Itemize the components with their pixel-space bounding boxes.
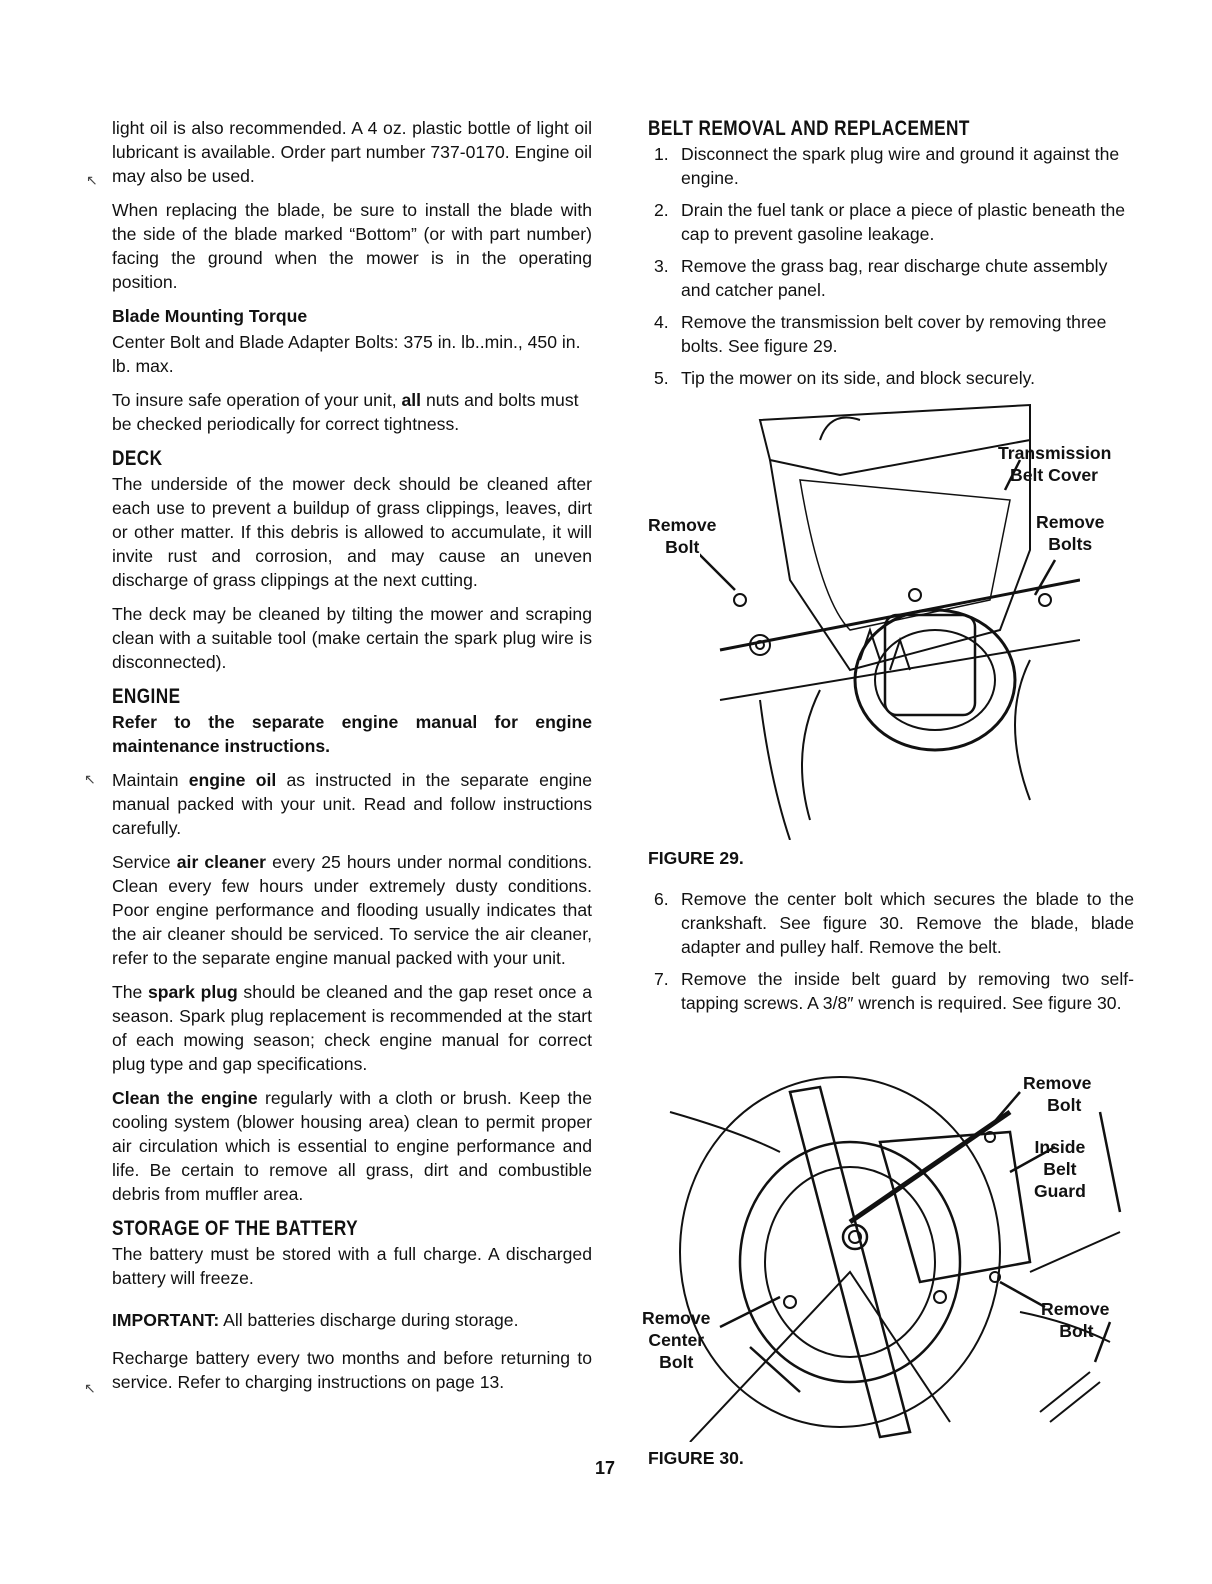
margin-mark: ↖ (84, 771, 96, 787)
right-column (648, 116, 1134, 398)
paragraph-oil: light oil is also recommended. A 4 oz. plastic bottle of light oil lubricant is available. Order part number 737-0170. Engine oil may also be used. (112, 118, 592, 186)
label-remove-bolt-top: Remove Bolt (1023, 1073, 1092, 1115)
engine-heading: ENGINE (112, 685, 181, 708)
margin-mark: ↖ (86, 172, 98, 188)
belt-steps-list-b (648, 887, 1134, 1015)
left-column (112, 116, 592, 1404)
belt-heading: BELT REMOVAL AND REPLACEMENT (648, 117, 970, 140)
label-inside-belt-guard: Inside Belt Guard (1034, 1137, 1086, 1201)
battery-paragraph: The battery must be stored with a full charge. A discharged battery will freeze. (112, 1244, 592, 1288)
recharge-paragraph: Recharge battery every two months and before returning to service. Refer to charging instructions on page 13. (112, 1348, 592, 1392)
list-item: 4. Remove the transmission belt cover by removing three bolts. See figure 29. (654, 312, 1107, 356)
label-remove-bolts: Remove Bolts (1036, 512, 1105, 554)
engine-lead: Refer to the separate engine manual for engine maintenance instructions. (112, 712, 592, 756)
torque-heading: Blade Mounting Torque (112, 306, 308, 326)
air-cleaner-paragraph: Service air cleaner every 25 hours under normal conditions. Clean every few hours under extremely dusty conditions. Poor engine performance and flooding usually indicates that the air cleaner should be serviced. To service the air cleaner, refer to the separate engine manual packed with your unit. (112, 852, 593, 968)
torque-text: Center Bolt and Blade Adapter Bolts: 375 in. lb..min., 450 in. lb. max. (112, 332, 581, 376)
battery-heading: STORAGE OF THE BATTERY (112, 1217, 358, 1240)
margin-mark: ↖ (84, 1380, 96, 1396)
label-transmission-belt-cover: Transmission Belt Cover (998, 443, 1112, 485)
list-item: 7. Remove the inside belt guard by removing two self-tapping screws. A 3/8″ wrench is required. See figure 30. (654, 969, 1134, 1013)
belt-steps-continued (648, 887, 1134, 1023)
spark-plug-paragraph: The spark plug should be cleaned and the gap reset once a season. Spark plug replacement is recommended at the start of each mowing season; check engine manual for correct plug type and gap specifications. (112, 982, 592, 1074)
deck-paragraph-2: The deck may be cleaned by tilting the mower and scraping clean with a suitable tool (make certain the spark plug wire is disconnected). (112, 604, 592, 672)
figure-29-caption: FIGURE 29. (648, 848, 744, 868)
list-item: 3. Remove the grass bag, rear discharge chute assembly and catcher panel. (654, 256, 1108, 300)
paragraph-blade-install: When replacing the blade, be sure to install the blade with the side of the blade marked “Bottom” (or with part number) facing the ground when the mower is in the operating position. (112, 200, 592, 292)
page-number: 17 (595, 1458, 616, 1478)
figure-30-caption: FIGURE 30. (648, 1448, 744, 1468)
label-remove-bolt-right: Remove Bolt (1041, 1299, 1110, 1341)
figure-30-illustration (650, 1072, 1130, 1442)
list-item: 2. Drain the fuel tank or place a piece of plastic beneath the cap to prevent gasoline leakage. (654, 200, 1126, 244)
deck-paragraph-1: The underside of the mower deck should be cleaned after each use to prevent a buildup of grass clippings, leaves, dirt or other matter. If this debris is allowed to accumulate, it will invite rust and corrosion, and may cause an uneven discharge of grass clippings at the next cutting. (112, 474, 592, 590)
paragraph-safe-operation: To insure safe operation of your unit, all nuts and bolts must be checked periodically for correct tightness. (112, 390, 579, 434)
label-remove-bolt: Remove Bolt (648, 515, 717, 557)
list-item: 5. Tip the mower on its side, and block securely. (654, 368, 1035, 388)
label-remove-center-bolt: Remove Center Bolt (642, 1308, 711, 1372)
engine-oil-paragraph: Maintain engine oil as instructed in the separate engine manual packed with your unit. Read and follow instructions carefully. (112, 770, 592, 838)
list-item: 1. Disconnect the spark plug wire and ground it against the engine. (654, 144, 1120, 188)
deck-heading: DECK (112, 447, 163, 470)
important-paragraph: IMPORTANT: All batteries discharge during storage. (112, 1310, 519, 1330)
list-item: 6. Remove the center bolt which secures the blade to the crankshaft. See figure 30. Remove the blade, blade adapter and pulley half. Remove the belt. (654, 889, 1134, 957)
clean-engine-paragraph: Clean the engine regularly with a cloth or brush. Keep the cooling system (blower housing area) clean to permit proper air circulation which is essential to engine performance and life. Be certain to remove all grass, dirt and combustible debris from muffler area. (112, 1088, 592, 1204)
belt-steps-list-a (648, 142, 1134, 390)
